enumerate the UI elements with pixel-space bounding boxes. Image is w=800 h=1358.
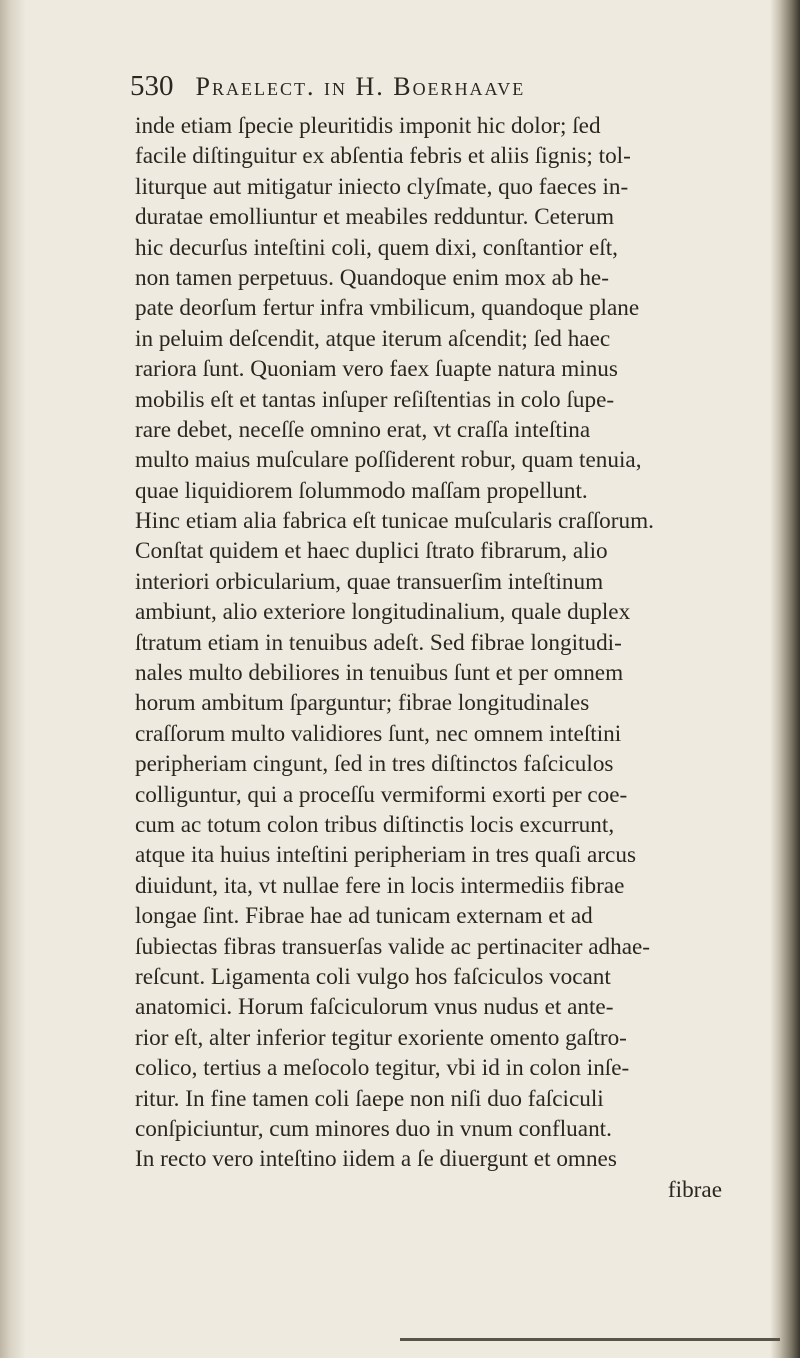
text-line: diuidunt, ita, vt nullae fere in locis intermediis fibrae: [135, 872, 625, 899]
text-line: multo maius muſculare poſſiderent robur, quam tenuia,: [135, 447, 642, 474]
text-line: Conſtat quidem et haec duplici ſtrato fibrarum, alio: [135, 538, 608, 565]
catchword: fibrae: [667, 1176, 722, 1203]
page-binding-right: [770, 0, 800, 1358]
text-line: Hinc etiam alia fabrica eſt tunicae muſcularis craſſorum.: [135, 508, 654, 535]
text-line: nales multo debiliores in tenuibus ſunt et per omnem: [135, 660, 624, 687]
text-line: ſubiectas fibras transuerſas valide ac pertinaciter adhae-: [135, 933, 651, 960]
running-head: Praelect. in H. Boerhaave: [195, 72, 526, 101]
bottom-edge-rule: [400, 1338, 780, 1341]
text-line: inde etiam ſpecie pleuritidis imponit hic dolor; ſed: [135, 113, 601, 139]
text-line: rariora ſunt. Quoniam vero faex ſuapte natura minus: [135, 356, 618, 383]
page-number: 530: [130, 70, 174, 102]
text-line: colico, tertius a meſocolo tegitur, vbi id in colon inſe-: [135, 1055, 630, 1082]
text-line: ambiunt, alio exteriore longitudinalium, quale duplex: [135, 599, 631, 626]
text-line: pate deorſum fertur infra vmbilicum, quandoque plane: [135, 295, 640, 322]
text-line: colliguntur, qui a proceſſu vermiformi exorti per coe-: [135, 781, 628, 808]
text-line: ſtratum etiam in tenuibus adeſt. Sed fibrae longitudi-: [135, 629, 622, 656]
text-line: peripheriam cingunt, ſed in tres diſtinctos faſciculos: [135, 751, 614, 778]
text-line: ritur. In fine tamen coli ſaepe non niſi duo faſciculi: [135, 1085, 604, 1112]
text-line: horum ambitum ſparguntur; fibrae longitudinales: [135, 690, 590, 717]
text-line: In recto vero inteſtino iidem a ſe diuergunt et omnes: [135, 1146, 617, 1173]
text-line: liturque aut mitigatur iniecto clyſmate, quo faeces in-: [135, 173, 629, 200]
text-line: interiori orbicularium, quae transuerſim inteſtinum: [135, 568, 604, 595]
text-line: rior eſt, alter inferior tegitur exoriente omento gaſtro-: [135, 1024, 627, 1051]
text-line: reſcunt. Ligamenta coli vulgo hos faſciculos vocant: [135, 963, 611, 990]
text-line: conſpiciuntur, cum minores duo in vnum confluant.: [135, 1115, 612, 1142]
text-line: anatomici. Horum faſciculorum vnus nudus et ante-: [135, 994, 614, 1021]
text-line: cum ac totum colon tribus diſtinctis locis excurrunt,: [135, 811, 615, 838]
text-line: craſſorum multo validiores ſunt, nec omnem inteſtini: [135, 720, 622, 747]
text-line: facile diſtinguitur ex abſentia febris et aliis ſignis; tol-: [135, 143, 631, 170]
page-edge-left: [0, 0, 26, 1358]
text-line: quae liquidiorem ſolummodo maſſam propellunt.: [135, 477, 588, 504]
text-line: hic decurſus inteſtini coli, quem dixi, conſtantior eſt,: [135, 234, 618, 261]
text-line: non tamen perpetuus. Quandoque enim mox ab he-: [135, 264, 609, 291]
text-line: in peluim deſcendit, atque iterum aſcendit; ſed haec: [135, 325, 611, 352]
text-line: atque ita huius inteſtini peripheriam in tres quaſi arcus: [135, 842, 636, 869]
text-line: rare debet, neceſſe omnino erat, vt craſſa inteſtina: [135, 416, 591, 443]
text-line: mobilis eſt et tantas inſuper reſiſtentias in colo ſupe-: [135, 386, 615, 413]
body-text: [135, 111, 770, 1205]
page-header: [130, 70, 730, 110]
text-line: longae ſint. Fibrae hae ad tunicam externam et ad: [135, 903, 593, 930]
text-line: duratae emolliuntur et meabiles redduntur. Ceterum: [135, 204, 615, 231]
